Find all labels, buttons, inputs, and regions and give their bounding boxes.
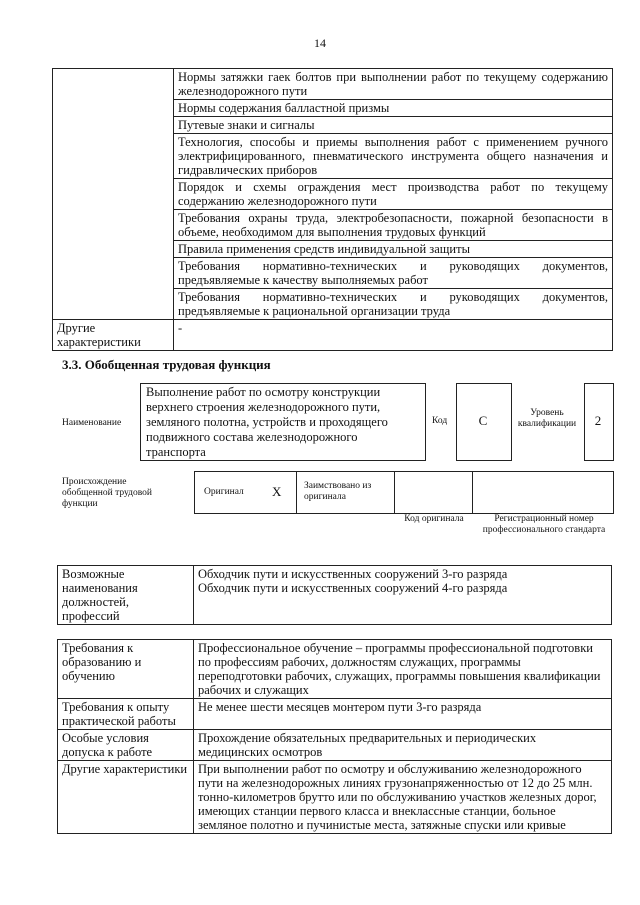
requirement-value: Профессиональное обучение – программы профессиональной подготовки по профессиям рабочих, должностям служащих, программы переподготовки рабочих, служащих, программы повышения квалификации рабочих и служащих	[194, 640, 612, 699]
code-original-caption: Код оригинала	[404, 514, 464, 524]
requirement-value: Прохождение обязательных предварительных и периодических медицинских осмотров	[194, 730, 612, 761]
knowledge-item: Нормы затяжки гаек болтов при выполнении работ по текущему содержанию железнодорожного пути	[174, 69, 613, 100]
position-item: Обходчик пути и искусственных сооружений 3-го разряда	[198, 567, 508, 581]
table-row	[53, 320, 613, 351]
table-row	[58, 699, 612, 730]
knowledge-item: Требования нормативно-технических и руководящих документов, предъявляемые к качеству выполняемых работ	[174, 258, 613, 289]
requirement-label: Требования к образованию и обучению	[58, 640, 194, 699]
origin-divider	[394, 471, 395, 513]
knowledge-item: Порядок и схемы ограждения мест производства работ по текущему содержанию железнодорожного пути	[174, 179, 613, 210]
positions-values	[194, 566, 612, 625]
requirement-label: Особые условия допуска к работе	[58, 730, 194, 761]
origin-label: Происхождение обобщенной трудовой функции	[62, 477, 152, 509]
name-label: Наименование	[62, 418, 122, 428]
table-row	[58, 730, 612, 761]
origin-box	[194, 471, 614, 514]
requirement-label: Требования к опыту практической работы	[58, 699, 194, 730]
table-row	[58, 640, 612, 699]
table-row	[58, 761, 612, 834]
knowledge-table	[52, 68, 613, 351]
positions-label: Возможные наименования должностей, профессий	[58, 566, 194, 625]
label-cell	[53, 69, 174, 320]
requirement-value: При выполнении работ по осмотру и обслуживанию железнодорожного пути на железнодорожных линиях грузонапряженностью от 12 до 25 млн. тонно-километров брутто или по обслуживанию участков железных дорог, имеющих станции первого класса и внеклассные станции, больное земляное полотно и пучинистые места, затяжные спуски или кривые	[194, 761, 612, 834]
original-label: Оригинал	[204, 487, 244, 497]
knowledge-item: Правила применения средств индивидуальной защиты	[174, 241, 613, 258]
table-row	[58, 566, 612, 625]
knowledge-item: Требования охраны труда, электробезопасности, пожарной безопасности в объеме, необходимом для выполнения трудовых функций	[174, 210, 613, 241]
other-characteristics-label: Другие характеристики	[53, 320, 174, 351]
section-title: 3.3. Обобщенная трудовая функция	[62, 357, 271, 372]
reg-number-caption: Регистрационный номер профессионального стандарта	[482, 514, 606, 535]
page-number: 14	[314, 36, 326, 50]
knowledge-item: Путевые знаки и сигналы	[174, 117, 613, 134]
knowledge-item: Технология, способы и приемы выполнения работ с применением ручного электрифицированного, пневматического инструмента общего назначения и гидравлических приборов	[174, 134, 613, 179]
requirements-table	[57, 639, 612, 834]
other-characteristics-value: -	[174, 320, 613, 351]
requirement-value: Не менее шести месяцев монтером пути 3-го разряда	[194, 699, 612, 730]
requirement-label: Другие характеристики	[58, 761, 194, 834]
code-label: Код	[432, 416, 448, 426]
origin-divider	[296, 471, 297, 513]
level-value: 2	[594, 413, 602, 428]
original-mark: X	[272, 484, 282, 499]
position-item: Обходчик пути и искусственных сооружений 4-го разряда	[198, 581, 508, 595]
origin-divider	[472, 471, 473, 513]
level-label: Уровень квалификации	[517, 408, 577, 429]
code-value: C	[478, 413, 488, 428]
borrowed-label: Заимствовано из оригинала	[304, 481, 372, 502]
knowledge-item: Нормы содержания балластной призмы	[174, 100, 613, 117]
knowledge-item: Требования нормативно-технических и руководящих документов, предъявляемые к рациональной организации труда	[174, 289, 613, 320]
function-name-value: Выполнение работ по осмотру конструкции верхнего строения железнодорожного пути, земляного полотна, устройств и проходящего подвижного состава железнодорожного транспорта	[146, 385, 388, 459]
positions-table	[57, 565, 612, 625]
table-row	[53, 69, 613, 100]
